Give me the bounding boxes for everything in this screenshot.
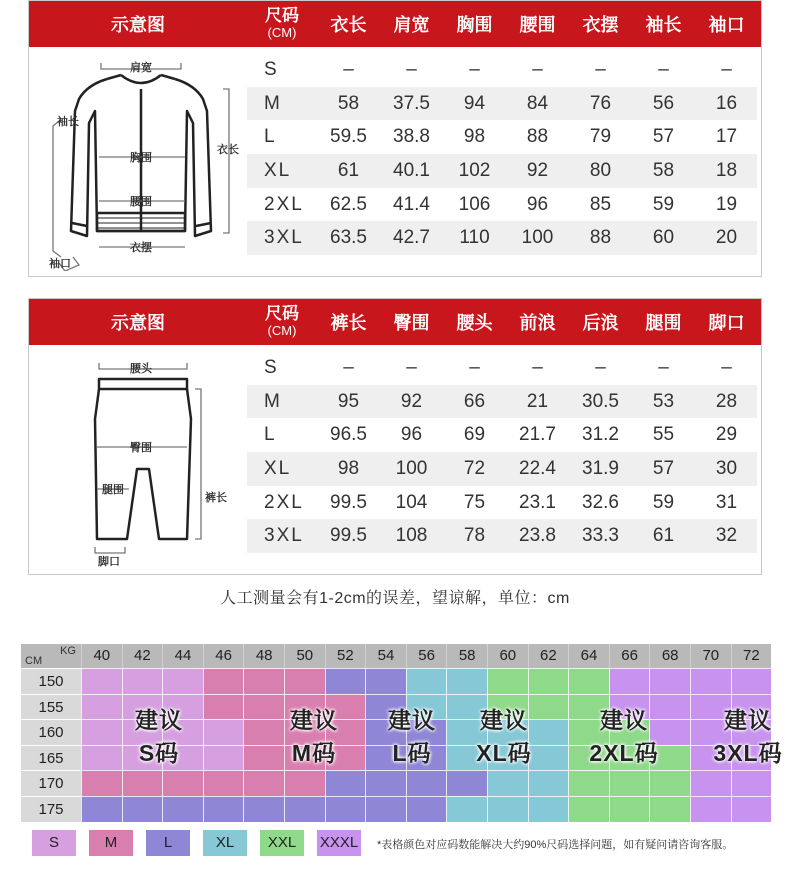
- table-cell: 40.1: [393, 159, 430, 181]
- leg-opening-label: 脚口: [98, 556, 120, 568]
- table-cell: 23.1: [519, 491, 556, 513]
- table-cell: 96.5: [330, 424, 367, 446]
- grid-cell: [122, 796, 163, 822]
- table-cell: 75: [463, 491, 486, 513]
- grid-cell: [81, 668, 122, 694]
- grid-cell: [162, 668, 203, 694]
- kg-header: 40: [81, 644, 122, 668]
- table-cell: 58: [652, 159, 675, 181]
- column-header: 肩宽: [393, 15, 430, 35]
- table-cell: 102: [458, 159, 491, 181]
- cm-header: 165: [21, 745, 81, 771]
- table-cell: 17: [715, 126, 738, 148]
- thigh-label: 腿围: [102, 484, 124, 496]
- table-cell: 108: [395, 525, 428, 547]
- table-cell: 30: [715, 457, 738, 479]
- jacket-outline-icon: [37, 51, 247, 271]
- table-row: [247, 154, 757, 188]
- table-cell: –: [532, 356, 543, 378]
- grid-cell: [203, 796, 244, 822]
- cm-header: 155: [21, 694, 81, 720]
- table-row: [247, 221, 757, 255]
- jacket-table-header: [29, 1, 761, 47]
- kg-header: 62: [528, 644, 569, 668]
- kg-header: 68: [649, 644, 690, 668]
- table-row: [247, 385, 757, 419]
- diagram-header: 示意图: [111, 313, 165, 333]
- pants-outline-icon: [37, 349, 247, 569]
- table-cell: 30.5: [582, 390, 619, 412]
- table-row: [247, 120, 757, 154]
- table-cell: 76: [589, 92, 612, 114]
- size-color-legend: [32, 830, 772, 856]
- table-cell: 33.3: [582, 525, 619, 547]
- legend-item: L: [146, 830, 190, 856]
- size-label: XL: [264, 457, 292, 479]
- column-header: 袖口: [708, 15, 745, 35]
- size-recommendation: 建议 XL码: [476, 707, 532, 766]
- table-cell: 100: [521, 227, 554, 249]
- table-cell: 72: [463, 457, 486, 479]
- table-row: [247, 87, 757, 121]
- kg-header: 52: [325, 644, 366, 668]
- table-cell: 98: [337, 457, 360, 479]
- table-row: [247, 53, 757, 87]
- grid-cell: [365, 770, 406, 796]
- pants-table-header: [29, 299, 761, 345]
- grid-cell: [284, 770, 325, 796]
- legend-footnote: *表格颜色对应码数能解决大约90%尺码选择问题，如有疑问请咨询客服。: [377, 839, 734, 851]
- size-label: XL: [264, 159, 292, 181]
- table-cell: 32: [715, 525, 738, 547]
- size-label: 3XL: [264, 525, 304, 547]
- grid-cell: [203, 668, 244, 694]
- table-cell: 21: [526, 390, 549, 412]
- table-cell: –: [595, 58, 606, 80]
- size-label: S: [264, 356, 279, 378]
- waist-label: 腰围: [130, 196, 152, 208]
- kg-header: 46: [203, 644, 244, 668]
- column-header: 臀围: [393, 313, 430, 333]
- grid-cell: [446, 770, 487, 796]
- table-cell: 61: [652, 525, 675, 547]
- table-cell: 88: [589, 227, 612, 249]
- grid-cell: [528, 770, 569, 796]
- table-row: [247, 452, 757, 486]
- table-cell: 20: [715, 227, 738, 249]
- size-label: M: [264, 390, 282, 412]
- table-cell: 79: [589, 126, 612, 148]
- column-header: 腰头: [456, 313, 493, 333]
- table-cell: 31.9: [582, 457, 619, 479]
- size-label: L: [264, 424, 277, 446]
- grid-cell: [81, 770, 122, 796]
- table-cell: 59.5: [330, 126, 367, 148]
- legend-item: XL: [203, 830, 247, 856]
- grid-cell: [81, 694, 122, 720]
- column-header: 衣摆: [582, 15, 619, 35]
- size-recommendation-grid: [21, 644, 783, 824]
- table-cell: 28: [715, 390, 738, 412]
- sleeve-length-label: 袖长: [57, 116, 79, 128]
- grid-cell: [325, 668, 366, 694]
- table-cell: 96: [526, 193, 549, 215]
- size-label: 3XL: [264, 227, 304, 249]
- grid-cell: [122, 668, 163, 694]
- table-row: [247, 188, 757, 222]
- grid-cell: [568, 770, 609, 796]
- size-recommendation: 建议 L码: [388, 707, 436, 766]
- cm-header: 170: [21, 770, 81, 796]
- size-header: 尺码 (CM): [265, 304, 299, 338]
- size-label: 2XL: [264, 193, 304, 215]
- table-cell: –: [721, 356, 732, 378]
- pant-length-label: 裤长: [205, 492, 227, 504]
- size-recommendation: 建议 2XL码: [589, 707, 659, 766]
- table-cell: 59: [652, 491, 675, 513]
- table-cell: 62.5: [330, 193, 367, 215]
- table-cell: 99.5: [330, 525, 367, 547]
- grid-cell: [446, 668, 487, 694]
- table-row: [247, 519, 757, 553]
- table-cell: 56: [652, 92, 675, 114]
- table-cell: 59: [652, 193, 675, 215]
- pants-size-table: [28, 298, 762, 575]
- kg-header: 42: [122, 644, 163, 668]
- table-cell: –: [721, 58, 732, 80]
- grid-cell: [609, 668, 650, 694]
- kg-header: 66: [609, 644, 650, 668]
- grid-cell: [690, 796, 731, 822]
- diagram-header: 示意图: [111, 15, 165, 35]
- column-header: 衣长: [330, 15, 367, 35]
- table-cell: 78: [463, 525, 486, 547]
- chest-label: 胸围: [130, 152, 152, 164]
- hip-label: 臀围: [130, 442, 152, 454]
- measurement-note: 人工测量会有1-2cm的误差，望谅解，单位：cm: [220, 590, 570, 607]
- table-cell: 55: [652, 424, 675, 446]
- kg-header: 58: [446, 644, 487, 668]
- table-cell: 63.5: [330, 227, 367, 249]
- table-cell: 19: [715, 193, 738, 215]
- waistband-label: 腰头: [130, 363, 152, 375]
- kg-header: 44: [162, 644, 203, 668]
- table-cell: 32.6: [582, 491, 619, 513]
- grid-cell: [81, 719, 122, 745]
- grid-cell: [731, 668, 772, 694]
- table-cell: 88: [526, 126, 549, 148]
- grid-cell: [406, 796, 447, 822]
- table-row: [247, 351, 757, 385]
- grid-cell: [243, 796, 284, 822]
- grid-cell: [122, 770, 163, 796]
- table-cell: 18: [715, 159, 738, 181]
- table-cell: 106: [458, 193, 491, 215]
- table-cell: –: [658, 58, 669, 80]
- table-cell: 60: [652, 227, 675, 249]
- column-header: 胸围: [456, 15, 493, 35]
- grid-cell: [528, 796, 569, 822]
- table-cell: –: [469, 356, 480, 378]
- cm-header: 150: [21, 668, 81, 694]
- cuff-label: 袖口: [49, 258, 71, 270]
- table-cell: 98: [463, 126, 486, 148]
- table-cell: 61: [337, 159, 360, 181]
- grid-cell: [446, 796, 487, 822]
- grid-cell: [284, 796, 325, 822]
- table-cell: 84: [526, 92, 549, 114]
- size-label: 2XL: [264, 491, 304, 513]
- jacket-diagram: [37, 51, 247, 271]
- table-row: [247, 418, 757, 452]
- grid-cell: [731, 770, 772, 796]
- grid-cell: [162, 796, 203, 822]
- table-cell: 57: [652, 126, 675, 148]
- table-cell: –: [658, 356, 669, 378]
- grid-cell: [690, 770, 731, 796]
- size-label: L: [264, 126, 277, 148]
- grid-cell: [690, 668, 731, 694]
- table-cell: 96: [400, 424, 423, 446]
- legend-item: XXXL: [317, 830, 361, 856]
- grid-cell: [81, 796, 122, 822]
- table-cell: 99.5: [330, 491, 367, 513]
- size-recommendation: 建议 M码: [290, 707, 338, 766]
- table-cell: 42.7: [393, 227, 430, 249]
- table-cell: 16: [715, 92, 738, 114]
- table-row: [247, 486, 757, 520]
- kg-header: 64: [568, 644, 609, 668]
- grid-cell: [365, 668, 406, 694]
- table-cell: 53: [652, 390, 675, 412]
- table-cell: –: [406, 356, 417, 378]
- grid-cell: [731, 796, 772, 822]
- table-cell: 22.4: [519, 457, 556, 479]
- column-header: 裤长: [330, 313, 367, 333]
- grid-cell: [203, 694, 244, 720]
- column-header: 前浪: [519, 313, 556, 333]
- grid-cell: [649, 668, 690, 694]
- cm-header: 160: [21, 719, 81, 745]
- grid-cell: [649, 770, 690, 796]
- grid-cell: [203, 770, 244, 796]
- kg-header: 56: [406, 644, 447, 668]
- table-cell: 31.2: [582, 424, 619, 446]
- table-cell: 92: [526, 159, 549, 181]
- grid-cell: [243, 668, 284, 694]
- table-cell: 41.4: [393, 193, 430, 215]
- kg-header: 72: [731, 644, 772, 668]
- table-cell: 100: [395, 457, 428, 479]
- cm-header: 175: [21, 796, 81, 822]
- grid-cell: [487, 668, 528, 694]
- grid-corner: KG CM: [21, 644, 81, 668]
- pants-size-rows: [247, 351, 757, 553]
- jacket-size-table: [28, 0, 762, 277]
- table-cell: 29: [715, 424, 738, 446]
- grid-cell: [568, 668, 609, 694]
- shoulder-label: 肩宽: [130, 62, 152, 74]
- column-header: 脚口: [708, 313, 745, 333]
- table-cell: –: [595, 356, 606, 378]
- table-cell: 92: [400, 390, 423, 412]
- grid-cell: [365, 796, 406, 822]
- grid-cell: [609, 770, 650, 796]
- table-cell: –: [343, 58, 354, 80]
- table-cell: 37.5: [393, 92, 430, 114]
- table-cell: 23.8: [519, 525, 556, 547]
- column-header: 腿围: [645, 313, 682, 333]
- grid-cell: [649, 796, 690, 822]
- legend-item: XXL: [260, 830, 304, 856]
- size-header: 尺码 (CM): [265, 6, 299, 40]
- table-cell: 38.8: [393, 126, 430, 148]
- grid-cell: [162, 770, 203, 796]
- table-cell: 69: [463, 424, 486, 446]
- grid-cell: [243, 770, 284, 796]
- body-length-label: 衣长: [217, 144, 239, 156]
- table-cell: 104: [395, 491, 428, 513]
- table-cell: 21.7: [519, 424, 556, 446]
- column-header: 后浪: [582, 313, 619, 333]
- grid-cell: [203, 745, 244, 771]
- grid-cell: [528, 668, 569, 694]
- grid-cell: [406, 668, 447, 694]
- table-cell: 85: [589, 193, 612, 215]
- table-cell: –: [406, 58, 417, 80]
- size-recommendation: 建议 3XL码: [713, 707, 783, 766]
- kg-header: 60: [487, 644, 528, 668]
- table-cell: –: [469, 58, 480, 80]
- jacket-size-rows: [247, 53, 757, 255]
- table-cell: –: [343, 356, 354, 378]
- grid-cell: [406, 770, 447, 796]
- table-cell: 95: [337, 390, 360, 412]
- size-label: M: [264, 92, 282, 114]
- table-cell: 58: [337, 92, 360, 114]
- kg-header: 48: [243, 644, 284, 668]
- table-cell: 31: [715, 491, 738, 513]
- grid-cell: [81, 745, 122, 771]
- kg-header: 50: [284, 644, 325, 668]
- grid-cell: [609, 796, 650, 822]
- size-recommendation: 建议 S码: [135, 707, 183, 766]
- grid-cell: [487, 770, 528, 796]
- table-cell: 80: [589, 159, 612, 181]
- column-header: 袖长: [645, 15, 682, 35]
- grid-cell: [203, 719, 244, 745]
- grid-cell: [284, 668, 325, 694]
- hem-label: 衣摆: [130, 242, 152, 254]
- kg-header: 54: [365, 644, 406, 668]
- table-cell: 110: [459, 227, 490, 249]
- table-cell: 94: [463, 92, 486, 114]
- grid-cell: [325, 796, 366, 822]
- table-cell: 66: [463, 390, 486, 412]
- grid-cell: [325, 770, 366, 796]
- legend-item: S: [32, 830, 76, 856]
- grid-cell: [487, 796, 528, 822]
- legend-item: M: [89, 830, 133, 856]
- grid-cell: [568, 796, 609, 822]
- table-cell: –: [532, 58, 543, 80]
- kg-header: 70: [690, 644, 731, 668]
- column-header: 腰围: [519, 15, 556, 35]
- table-cell: 57: [652, 457, 675, 479]
- pants-diagram: [37, 349, 247, 569]
- size-label: S: [264, 58, 279, 80]
